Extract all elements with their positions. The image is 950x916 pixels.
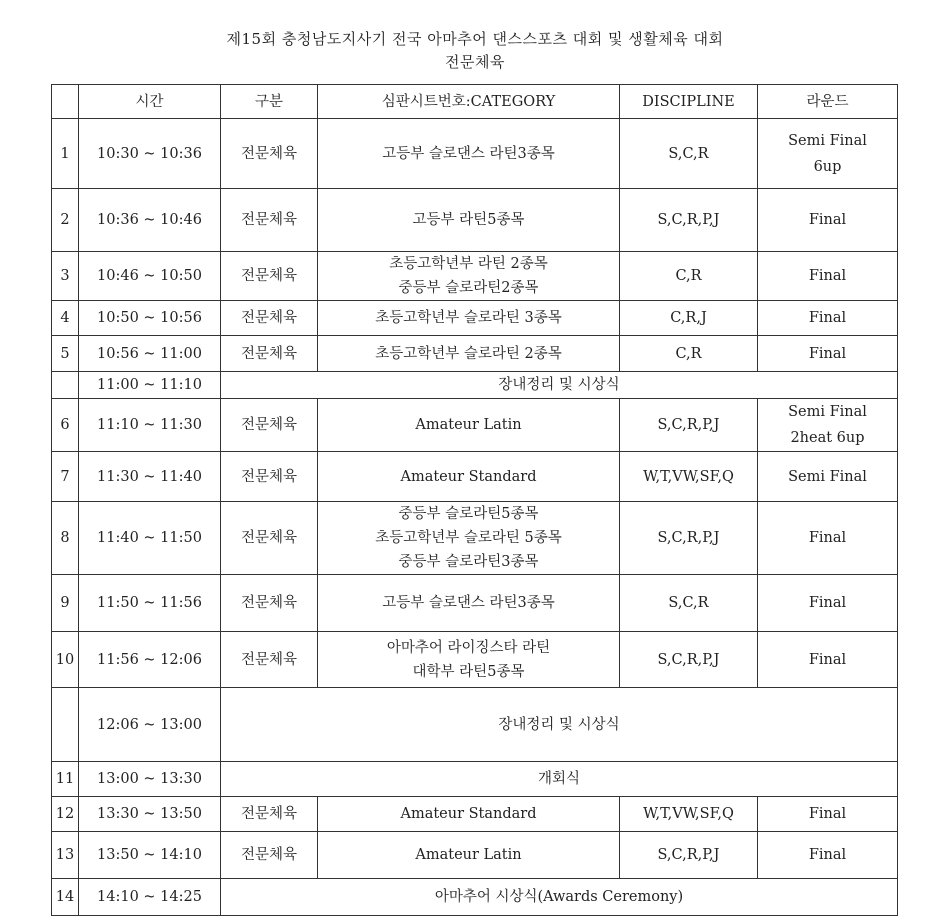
row-category — [318, 832, 620, 879]
row-time: 13:50 ~ 14:10 — [79, 832, 221, 879]
row-round-line: Final — [808, 651, 847, 668]
row-category-line: 고등부 슬로댄스 라틴3종목 — [382, 595, 555, 611]
row-category-line: 초등고학년부 슬로라틴 3종목 — [375, 310, 562, 326]
row-category — [318, 399, 620, 452]
row-number: 1 — [52, 119, 79, 189]
row-type: 전문체육 — [221, 797, 318, 832]
row-category — [318, 189, 620, 252]
header-cell-category: 심판시트번호:CATEGORY — [318, 85, 620, 119]
row-category — [318, 252, 620, 301]
row-time: 11:10 ~ 11:30 — [79, 399, 221, 452]
header-row — [52, 85, 898, 119]
row-discipline: C,R — [620, 252, 758, 301]
row-time: 13:00 ~ 13:30 — [79, 762, 221, 797]
row-category-line: 아마추어 라이징스타 라틴 — [386, 639, 551, 656]
row-discipline: S,C,R,P,J — [620, 632, 758, 688]
row-category-line: 중등부 슬로라틴2종목 — [398, 280, 539, 296]
row-number: 10 — [52, 632, 79, 688]
row-time: 10:56 ~ 11:00 — [79, 336, 221, 372]
row-category-line: 고등부 라틴5종목 — [412, 212, 525, 228]
row-category — [318, 336, 620, 372]
header-cell-no — [52, 85, 79, 119]
row-round — [758, 452, 898, 502]
row-category-line: Amateur Standard — [400, 806, 537, 822]
table-row — [52, 575, 898, 632]
table-row — [52, 336, 898, 372]
row-type: 전문체육 — [221, 301, 318, 336]
row-number: 4 — [52, 301, 79, 336]
row-category — [318, 119, 620, 189]
row-category-line: 초등고학년부 라틴 2종목 — [389, 256, 548, 272]
table-row — [52, 252, 898, 301]
row-time: 11:30 ~ 11:40 — [79, 452, 221, 502]
row-type: 전문체육 — [221, 832, 318, 879]
row-number: 2 — [52, 189, 79, 252]
row-event-merged: 장내정리 및 시상식 — [221, 372, 898, 399]
row-discipline: S,C,R — [620, 119, 758, 189]
row-category — [318, 502, 620, 575]
row-round — [758, 336, 898, 372]
row-category-line: 초등고학년부 슬로라틴 5종목 — [375, 530, 562, 546]
row-round-line: Semi Final — [788, 132, 867, 149]
row-number: 11 — [52, 762, 79, 797]
header-cell-time: 시간 — [79, 85, 221, 119]
row-time: 10:30 ~ 10:36 — [79, 119, 221, 189]
table-row — [52, 119, 898, 189]
table-row — [52, 832, 898, 879]
table-row — [52, 797, 898, 832]
row-category-line: 대학부 라틴5종목 — [412, 663, 525, 680]
row-round — [758, 797, 898, 832]
row-category — [318, 575, 620, 632]
row-category-line: 초등고학년부 슬로라틴 2종목 — [375, 345, 562, 362]
row-time: 14:10 ~ 14:25 — [79, 879, 221, 916]
row-round — [758, 119, 898, 189]
row-event-merged: 장내정리 및 시상식 — [221, 688, 898, 762]
row-category — [318, 301, 620, 336]
table-row — [52, 399, 898, 452]
row-number: 7 — [52, 452, 79, 502]
row-type: 전문체육 — [221, 452, 318, 502]
row-round-line: Semi Final — [788, 404, 867, 420]
row-number: 13 — [52, 832, 79, 879]
row-round — [758, 301, 898, 336]
row-category-line: Amateur Latin — [415, 417, 522, 433]
table-row — [52, 189, 898, 252]
row-round-line: Final — [808, 212, 847, 228]
row-round-line: Final — [808, 806, 847, 822]
page-title: 제15회 충청남도지사기 전국 아마추어 댄스스포츠 대회 및 생활체육 대회 — [226, 30, 724, 48]
row-number — [52, 688, 79, 762]
row-round — [758, 502, 898, 575]
row-event-merged: 개회식 — [221, 762, 898, 797]
row-type: 전문체육 — [221, 336, 318, 372]
row-time: 11:50 ~ 11:56 — [79, 575, 221, 632]
row-type: 전문체육 — [221, 189, 318, 252]
row-event-merged: 아마추어 시상식(Awards Ceremony) — [221, 879, 898, 916]
row-discipline: S,C,R,P,J — [620, 399, 758, 452]
table-row-break — [52, 372, 898, 399]
header-cell-round: 라운드 — [758, 85, 898, 119]
row-discipline: W,T,VW,SF,Q — [620, 797, 758, 832]
row-number: 5 — [52, 336, 79, 372]
row-discipline: S,C,R — [620, 575, 758, 632]
row-time: 13:30 ~ 13:50 — [79, 797, 221, 832]
table-row — [52, 502, 898, 575]
row-round — [758, 189, 898, 252]
row-category-line: Amateur Latin — [415, 847, 522, 863]
table-row — [52, 632, 898, 688]
row-round-line: Final — [808, 530, 847, 546]
row-discipline: W,T,VW,SF,Q — [620, 452, 758, 502]
row-time: 10:50 ~ 10:56 — [79, 301, 221, 336]
row-discipline: S,C,R,P,J — [620, 832, 758, 879]
row-category-line: 중등부 슬로라틴5종목 — [398, 506, 539, 522]
page-subtitle: 전문체육 — [445, 53, 505, 71]
row-round — [758, 252, 898, 301]
row-category-line: 고등부 슬로댄스 라틴3종목 — [382, 145, 555, 162]
table-row-break — [52, 762, 898, 797]
row-time: 10:46 ~ 10:50 — [79, 252, 221, 301]
row-category-line: Amateur Standard — [400, 468, 537, 485]
table-row — [52, 452, 898, 502]
row-number: 8 — [52, 502, 79, 575]
table-row-break — [52, 879, 898, 916]
row-round — [758, 575, 898, 632]
header-cell-type: 구분 — [221, 85, 318, 119]
row-category-line: 중등부 슬로라틴3종목 — [398, 554, 539, 570]
row-time: 12:06 ~ 13:00 — [79, 688, 221, 762]
row-round — [758, 399, 898, 452]
row-round-line: Final — [808, 595, 847, 611]
row-time: 11:40 ~ 11:50 — [79, 502, 221, 575]
row-type: 전문체육 — [221, 119, 318, 189]
table-row — [52, 301, 898, 336]
row-type: 전문체육 — [221, 399, 318, 452]
row-number: 6 — [52, 399, 79, 452]
row-type: 전문체육 — [221, 252, 318, 301]
schedule-table — [51, 84, 898, 916]
row-type: 전문체육 — [221, 502, 318, 575]
row-round — [758, 632, 898, 688]
row-category — [318, 797, 620, 832]
table-row-break — [52, 688, 898, 762]
row-time: 11:00 ~ 11:10 — [79, 372, 221, 399]
schedule-body — [52, 85, 898, 916]
row-round-line: 2heat 6up — [790, 430, 865, 446]
row-number: 14 — [52, 879, 79, 916]
row-number: 3 — [52, 252, 79, 301]
row-category — [318, 632, 620, 688]
row-round — [758, 832, 898, 879]
row-type: 전문체육 — [221, 632, 318, 688]
row-discipline: S,C,R,P,J — [620, 502, 758, 575]
row-round-line: Final — [808, 847, 847, 863]
row-round-line: Final — [808, 310, 847, 326]
row-round-line: Final — [808, 345, 847, 362]
row-time: 10:36 ~ 10:46 — [79, 189, 221, 252]
row-round-line: Semi Final — [788, 468, 867, 485]
row-category — [318, 452, 620, 502]
row-round-line: 6up — [813, 158, 842, 175]
row-number: 9 — [52, 575, 79, 632]
row-discipline: C,R,J — [620, 301, 758, 336]
row-type: 전문체육 — [221, 575, 318, 632]
header-cell-discipline: DISCIPLINE — [620, 85, 758, 119]
row-number: 12 — [52, 797, 79, 832]
row-round-line: Final — [808, 268, 847, 284]
row-number — [52, 372, 79, 399]
row-discipline: C,R — [620, 336, 758, 372]
row-time: 11:56 ~ 12:06 — [79, 632, 221, 688]
row-discipline: S,C,R,P,J — [620, 189, 758, 252]
